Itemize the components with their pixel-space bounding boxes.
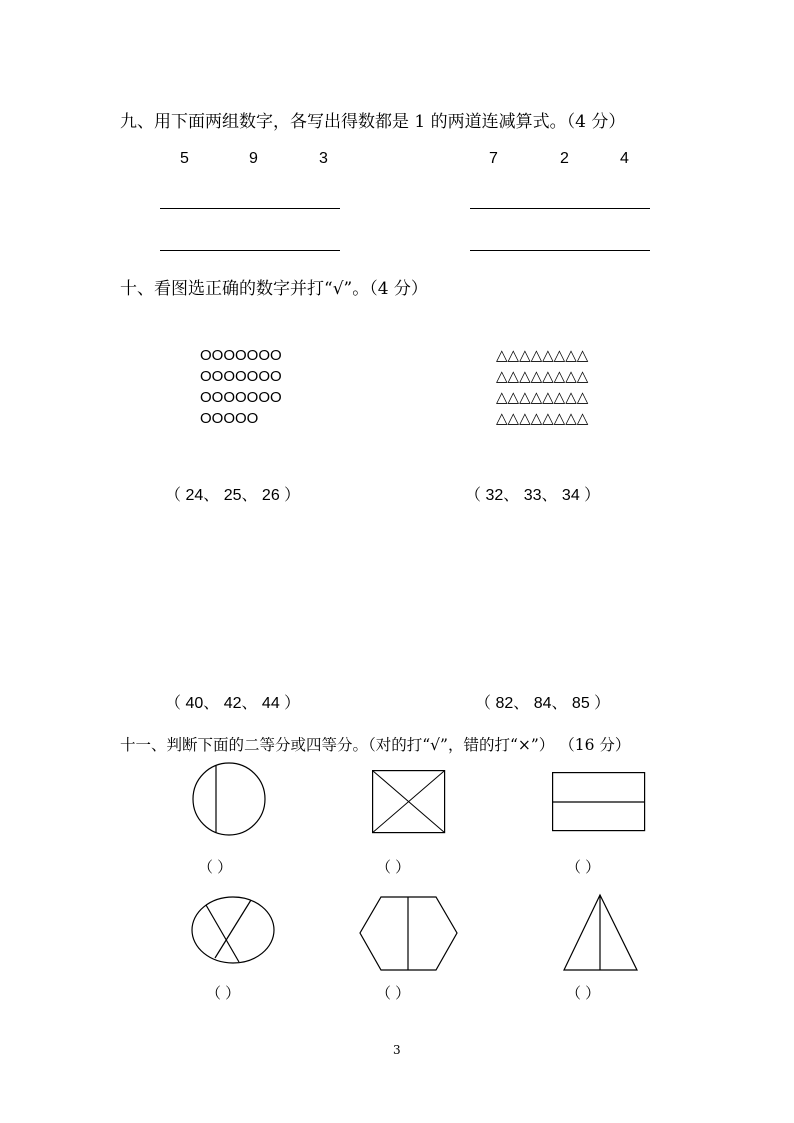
answer-line-2[interactable]	[470, 208, 650, 209]
choices-d[interactable]: （ 82、 84、 85 ）	[475, 695, 611, 712]
triangle-row: △△△△△△△△	[496, 389, 589, 406]
hexagon-halved-shape	[359, 896, 459, 972]
answer-paren-6[interactable]: （ ）	[566, 985, 601, 1002]
answer-line-3[interactable]	[160, 250, 340, 251]
answer-paren-3[interactable]: （ ）	[566, 859, 601, 876]
rectangle-halved-shape	[552, 772, 646, 832]
q9-group1-digit-2: 9	[249, 150, 258, 167]
answer-line-4[interactable]	[470, 250, 650, 251]
q9-group2-digit-3: 4	[620, 150, 629, 167]
circle-halved-shape	[192, 762, 266, 836]
q9-group2-digit-2: 2	[560, 150, 569, 167]
page-number: 3	[393, 1043, 401, 1057]
circle-grid	[200, 345, 282, 429]
square-diagonals-shape	[372, 770, 446, 834]
answer-paren-4[interactable]: （ ）	[206, 985, 241, 1002]
q11-title: 十一、判断下面的二等分或四等分。（对的打“√”，错的打“×”） （16 分）	[120, 736, 631, 754]
q9-group1-digit-3: 3	[319, 150, 328, 167]
triangle-row: △△△△△△△△	[496, 347, 589, 364]
choices-circles[interactable]: （ 24、 25、 26 ）	[165, 487, 301, 504]
answer-paren-2[interactable]: （ ）	[376, 859, 411, 876]
q10-title: 十、看图选正确的数字并打“√”。（4 分）	[120, 279, 428, 299]
triangle-row: △△△△△△△△	[496, 410, 589, 427]
choices-c[interactable]: （ 40、 42、 44 ）	[165, 695, 301, 712]
triangle-grid	[496, 345, 588, 429]
q9-group1-digit-1: 5	[180, 150, 189, 167]
circle-row: OOOOOOO	[200, 368, 282, 385]
answer-paren-5[interactable]: （ ）	[376, 985, 411, 1002]
q9-group2-digit-1: 7	[489, 150, 498, 167]
triangle-row: △△△△△△△△	[496, 368, 589, 385]
q9-title: 九、用下面两组数字，各写出得数都是 1 的两道连减算式。（4 分）	[120, 112, 626, 132]
ellipse-cross-shape	[191, 896, 275, 964]
circle-row: OOOOOOO	[200, 389, 282, 406]
answer-line-1[interactable]	[160, 208, 340, 209]
choices-triangles[interactable]: （ 32、 33、 34 ）	[465, 487, 601, 504]
circle-row: OOOOO	[200, 410, 259, 427]
answer-paren-1[interactable]: （ ）	[198, 859, 233, 876]
circle-row: OOOOOOO	[200, 347, 282, 364]
triangle-halved-shape	[563, 894, 639, 972]
